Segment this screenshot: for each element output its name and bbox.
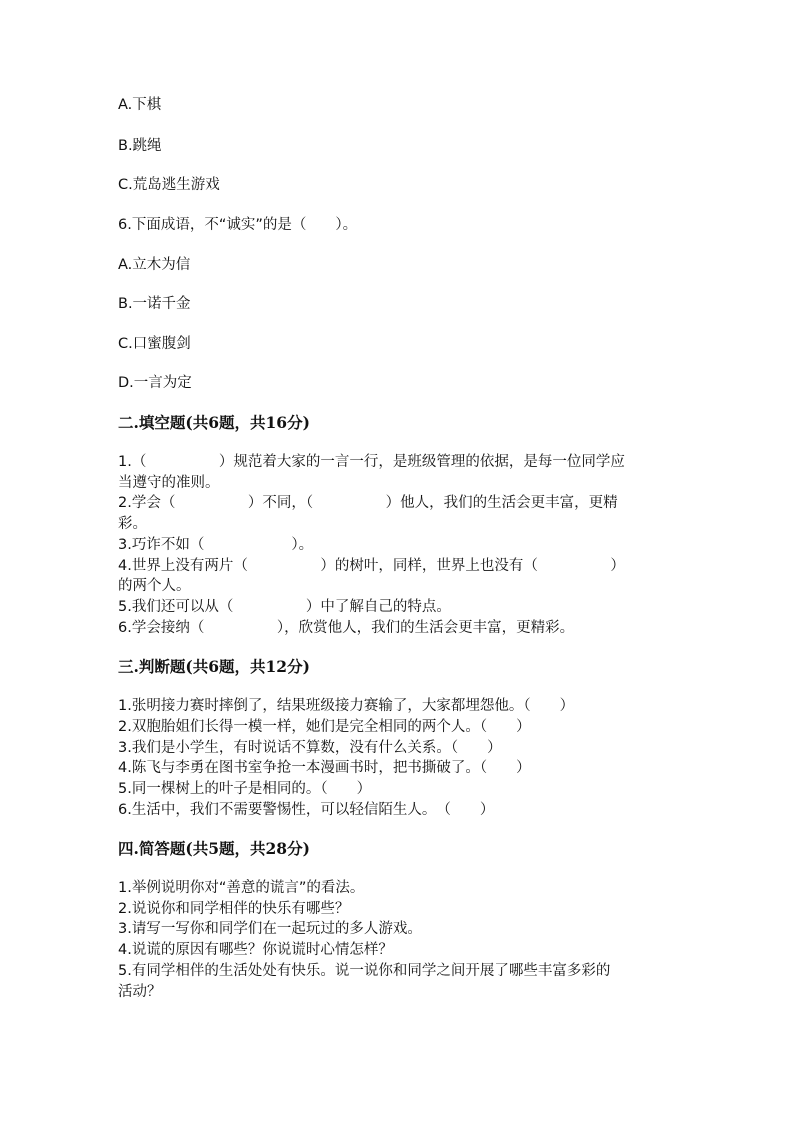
q6-option-a: A.立木为信 <box>118 257 191 273</box>
fill-line-2b: 彩。 <box>118 516 147 532</box>
q6-option-d: D.一言为定 <box>118 375 192 391</box>
judge-line-4: 4.陈飞与李勇在图书室争抢一本漫画书时，把书撕破了。（ ） <box>118 760 531 776</box>
q6-option-c: C.口蜜腹剑 <box>118 336 191 352</box>
judge-line-3: 3.我们是小学生，有时说话不算数，没有什么关系。（ ） <box>118 740 502 756</box>
fill-line-4a: 4.世界上没有两片（ ）的树叶，同样，世界上也没有（ ） <box>118 558 625 574</box>
option-a-prev: A.下棋 <box>118 97 162 113</box>
short-answer-2: 2.说说你和同学相伴的快乐有哪些？ <box>118 901 350 917</box>
option-b-prev: B.跳绳 <box>118 138 162 154</box>
judge-line-2: 2.双胞胎姐们长得一模一样，她们是完全相同的两个人。（ ） <box>118 719 531 735</box>
q6-option-b: B.一诺千金 <box>118 296 191 312</box>
short-answer-3: 3.请写一写你和同学们在一起玩过的多人游戏。 <box>118 921 422 937</box>
section-3-title: 三.判断题(共6题，共12分) <box>118 657 310 676</box>
judge-line-6: 6.生活中，我们不需要警惕性，可以轻信陌生人。 （ ） <box>118 802 495 818</box>
fill-line-4b: 的两个人。 <box>118 578 191 594</box>
fill-line-1b: 当遵守的准则。 <box>118 475 220 491</box>
fill-line-5: 5.我们还可以从（ ）中了解自己的特点。 <box>118 599 451 615</box>
section-4-title: 四.简答题(共5题，共28分) <box>118 839 310 858</box>
short-answer-1: 1.举例说明你对“善意的谎言”的看法。 <box>118 880 365 896</box>
short-answer-4: 4.说谎的原因有哪些？你说谎时心情怎样？ <box>118 942 393 958</box>
question-6-stem: 6.下面成语，不“诚实”的是（ ）。 <box>118 217 358 233</box>
option-c-prev: C.荒岛逃生游戏 <box>118 177 220 193</box>
fill-line-1a: 1.（ ）规范着大家的一言一行，是班级管理的依据，是每一位同学应 <box>118 454 625 470</box>
judge-line-1: 1.张明接力赛时摔倒了，结果班级接力赛输了，大家都埋怨他。（ ） <box>118 698 575 714</box>
short-answer-5b: 活动？ <box>118 984 162 1000</box>
judge-line-5: 5.同一棵树上的叶子是相同的。（ ） <box>118 781 372 797</box>
fill-line-6: 6.学会接纳（ ），欣赏他人，我们的生活会更丰富，更精彩。 <box>118 620 575 636</box>
section-2-title: 二.填空题(共6题，共16分) <box>118 413 310 432</box>
short-answer-5a: 5.有同学相伴的生活处处有快乐。说一说你和同学之间开展了哪些丰富多彩的 <box>118 963 611 979</box>
fill-line-3: 3.巧诈不如（ ）。 <box>118 537 314 553</box>
fill-line-2a: 2.学会（ ）不同，（ ）他人，我们的生活会更丰富，更精 <box>118 495 618 511</box>
